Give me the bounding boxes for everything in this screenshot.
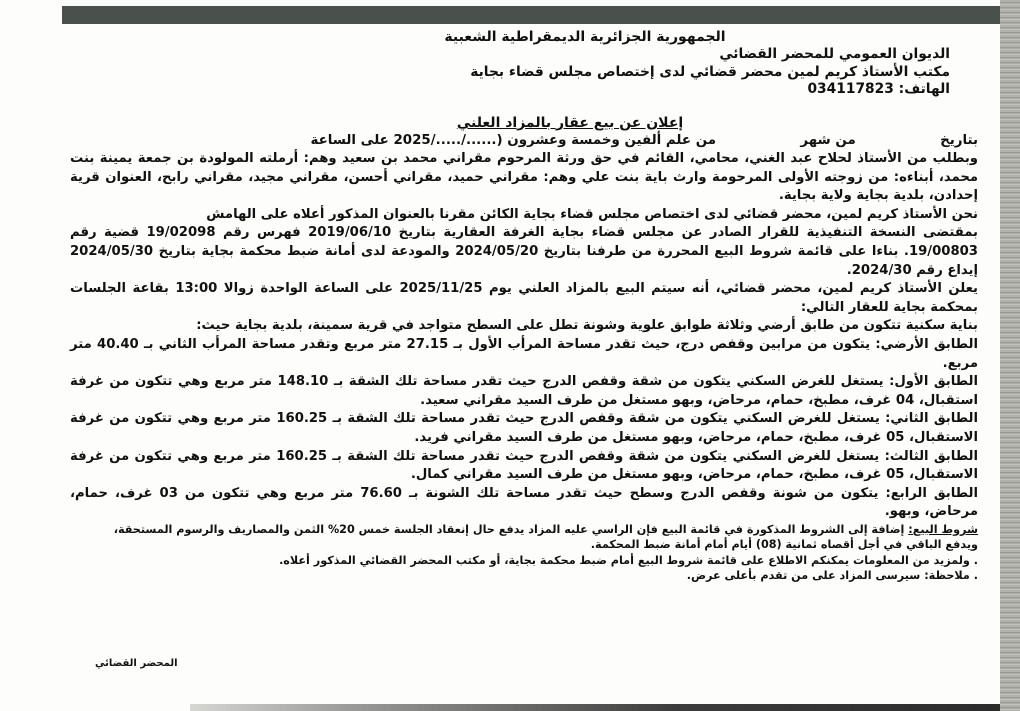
paragraph-bailiff: نحن الأستاذ كريم لمين، محضر قضائي لدى اختصاص مجلس قضاء بجاية الكائن مقرنا بالعنوان المذكور أعلاه على الهامش <box>206 206 978 222</box>
conditions-line-4: . ملاحظة: سيرسى المزاد على من تقدم بأعلى عرض. <box>686 569 978 583</box>
office-name: الديوان العمومي للمحضر القضائي <box>719 46 950 63</box>
republic-heading: الجمهورية الجزائرية الديمقراطية الشعبية <box>444 29 726 45</box>
phone-label: الهاتف: <box>898 81 950 98</box>
conditions-line-3: . ولمزيد من المعلومات يمكنكم الاطلاع على قائمة شروط البيع أمام ضبط محكمة بجاية، أو مكتب المحضر القضائي المذكور أعلاه. <box>279 553 978 567</box>
scan-bottom-edge <box>190 704 1000 711</box>
paragraph-fourth-floor: الطابق الرابع: يتكون من شونة وقفص الدرج وسطح حيث تقدر مساحة تلك الشونة بـ 76.60 متر مربع وهي تتكون من 03 غرف، حمام، مرحاض، وبهو. <box>70 485 978 520</box>
paragraph-requester: وبطلب من الأستاذ لحلاح عبد الغني، محامي، القائم في حق ورثة المرحوم مقراني محمد بن سعيد وهم: أرملته المولودة بن جمعة يمينة بنت محمد، أبناءه: من زوجته الأولى المرحومة وارث باية بنت علي وهم: مقراني حميد، مقراني أحسن، مقراني مجيد، مقراني رابح، العنوان قرية إحدادن، بلدية بجاية ولاية بجاية. <box>70 151 978 204</box>
date-month: من شهر <box>800 132 856 148</box>
paragraph-first-floor: الطابق الأول: يستغل للغرض السكني يتكون من شقة وقفص الدرج حيث تقدر مساحة تلك الشقة بـ 148.10 متر مربع وهي تتكون من غرفة استقبال، 04 غرف، مطبخ، حمام، مرحاض، وبهو مستغل من طرف السيد مقراني سعيد. <box>70 374 978 408</box>
paragraph-third-floor: الطابق الثالث: يستغل للغرض السكني يتكون من شقة وقفص الدرج حيث تقدر مساحة تلك الشقة بـ 160.25 متر مربع وهي تتكون من غرفة الاستقبال، 05 غرف، مطبخ، حمام، مرحاض، وبهو مستغل من طرف السيد مقراني كمال. <box>70 448 979 483</box>
conditions-label: شروط البيع: <box>908 522 978 536</box>
scan-right-edge <box>1000 0 1020 711</box>
paragraph-ground-floor: الطابق الأرضي: يتكون من مرابين وقفص درج، حيث تقدر مساحة المرأب الأول بـ 27.15 متر مربع وتقدر مساحة المرأب الثاني بـ 40.40 متر مربع. <box>70 337 979 371</box>
date-line <box>60 132 978 150</box>
bailiff-office: مكتب الأستاذ كريم لمين محضر قضائي لدى إختصاص مجلس قضاء بجاية <box>470 63 950 80</box>
phone-line <box>60 81 950 99</box>
conditions-line-2: ويدفع الباقي في أجل أقصاه ثمانية (08) أيام أمام أمانة ضبط المحكمة. <box>590 538 978 552</box>
document-page <box>60 26 990 584</box>
notice-title: إعلان عن بيع عقار بالمزاد العلني <box>456 114 684 131</box>
paragraph-second-floor: الطابق الثاني: يستغل للغرض السكني يتكون من شقة وقفص الدرج حيث تقدر مساحة تلك الشقة بـ 160.25 متر مربع وهي تتكون من غرفة الاستقبال، 05 غرف، مطبخ، حمام، مرحاض، وبهو مستغل من طرف السيد مقراني فريد. <box>70 411 978 446</box>
conditions-line-1 <box>60 522 978 538</box>
phone-number: 034117823 <box>807 81 894 98</box>
paragraph-auction-date: يعلن الأستاذ كريم لمين، محضر قضائي، أنه سيتم البيع بالمزاد العلني يوم 2025/11/25 على الساعة الواحدة زوالا 13:00 بقاعة الجلسات بمحكمة بجاية للعقار التالي: <box>70 281 978 315</box>
signature: المحضر القضائي <box>95 658 178 669</box>
paragraph-decision: بمقتضى النسخة التنفيذية للقرار الصادر عن مجلس قضاء بجاية الغرفة العقارية بتاريخ 2019/06/10 فهرس رقم 19/02098 قضية رقم 19/00803. بناءا على قائمة شروط البيع المحررة من طرفنا بتاريخ 2024/05/20 والمودعة لدى أمانة ضبط محكمة بجاية بتاريخ 2024/05/30 إيداع رقم 2024/30. <box>70 225 978 278</box>
date-on: بتاريخ <box>940 132 978 148</box>
paragraph-property: بناية سكنية تتكون من طابق أرضي وثلاثة طوابق علوية وشونة تطل على السطح متواجد في قرية سمينة، بلدية بجاية حيث: <box>196 318 978 334</box>
date-rest: من علم ألفين وخمسة وعشرون (....../...../2025 على الساعة <box>310 132 717 148</box>
scan-top-edge <box>62 6 1000 24</box>
conditions-text-1: إضافة إلى الشروط المذكورة في قائمة البيع فإن الراسي عليه المزاد يدفع حال إنعقاد الجلسة خمس 20% الثمن والمصاريف والرسوم المستحقة، <box>113 522 905 536</box>
